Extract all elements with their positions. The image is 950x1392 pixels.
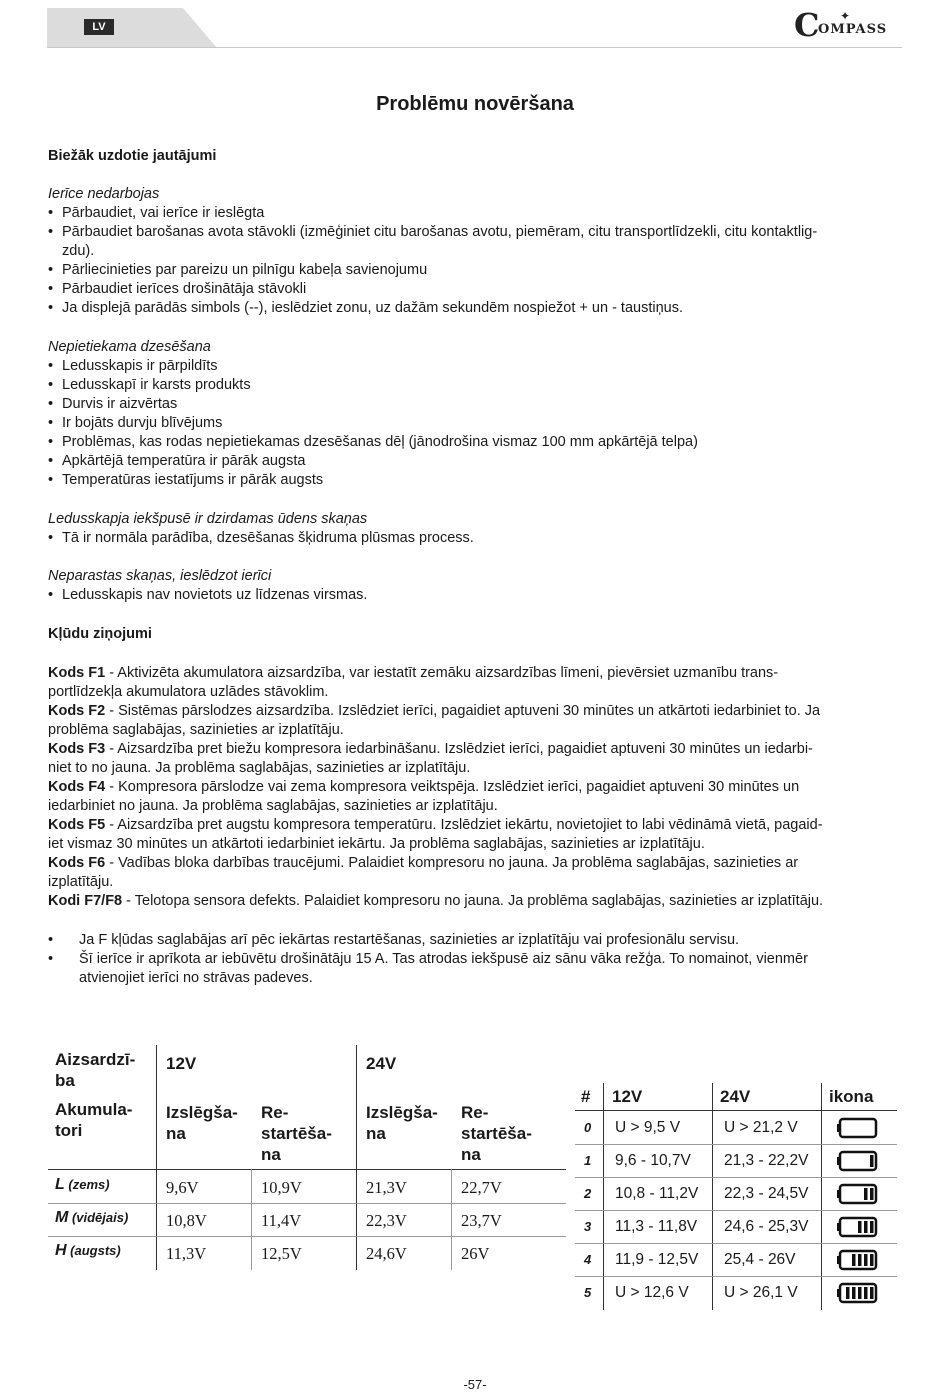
table-cell: U > 9,5 V	[615, 1119, 681, 1136]
error-f5: Kods F5 - Aizsardzība pret augstu kompresora temperatūru. Izslēdziet iekārtu, novietojiet to labi vēdināmā vietā, pagaid-	[48, 817, 823, 833]
list-item: • Tā ir normāla parādība, dzesēšanas šķidruma plūsmas process.	[48, 530, 474, 546]
col-12v-off: Izslēgša- na	[166, 1103, 238, 1143]
table-cell: 22,3 - 24,5V	[724, 1185, 809, 1202]
battery-bar	[852, 1254, 856, 1266]
battery-icon	[837, 1282, 879, 1304]
note-item: • Šī ierīce ir aprīkota ar iebūvētu drošinātāju 15 A. Tas atrodas iekšpusē aiz sānu vāka režģa. To nomainot, vienmēr	[48, 951, 808, 967]
battery-body	[840, 1119, 876, 1137]
note-item-continued: atvienojiet ierīci no strāvas padeves.	[79, 970, 313, 986]
battery-icon	[837, 1117, 879, 1139]
protection-table	[48, 1045, 566, 1270]
battery-bar	[870, 1188, 874, 1200]
battery-terminal	[837, 1289, 840, 1297]
table-cell: 11,3 - 11,8V	[615, 1218, 698, 1235]
list-item: • Pārliecinieties par pareizu un pilnīgu kabeļa savienojumu	[48, 262, 428, 278]
list-item: • Durvis ir aizvērtas	[48, 396, 178, 412]
language-badge: LV	[84, 19, 114, 35]
battery-bar	[864, 1221, 868, 1233]
page-number: -57-	[463, 1377, 487, 1392]
battery-level-table	[575, 1083, 897, 1310]
header-band	[47, 8, 217, 48]
table-cell: 10,8 - 11,2V	[615, 1185, 699, 1202]
battery-bar	[858, 1221, 862, 1233]
table-cell: 24,6V	[366, 1244, 407, 1263]
level-number: 0	[584, 1120, 592, 1135]
table-cell: 11,4V	[261, 1211, 302, 1230]
faq-section-title: Nepietiekama dzesēšana	[48, 339, 211, 355]
level-number: 4	[584, 1252, 592, 1267]
list-item: • Pārbaudiet ierīces drošinātāja stāvokli	[48, 281, 307, 297]
level-number: 5	[584, 1285, 592, 1300]
error-f3: Kods F3 - Aizsardzība pret biežu kompresora iedarbināšanu. Izslēdziet ierīci, pagaidiet aptuveni 30 minūtes un iedarbi-	[48, 741, 813, 757]
page-title: Problēmu novēršana	[376, 93, 574, 115]
battery-bar	[852, 1287, 856, 1299]
error-f4-cont: iedarbiniet no jauna. Ja problēma saglabājas, sazinieties ar izplatītāju.	[48, 798, 498, 814]
faq-section-title: Ledusskapja iekšpusē ir dzirdamas ūdens skaņas	[48, 511, 368, 527]
error-f4: Kods F4 - Kompresora pārslodze vai zema kompresora veiktspēja. Izslēdziet ierīci, pagaidiet aptuveni 30 minūtes un	[48, 779, 800, 795]
table-cell: 23,7V	[461, 1211, 502, 1230]
list-item: • Ja displejā parādās simbols (--), ieslēdziet zonu, uz dažām sekundēm nospiežot + un - taustiņus.	[48, 300, 683, 316]
battery-bar	[858, 1254, 862, 1266]
error-f1-cont: portlīdzekļa akumulatora uzlādes stāvoklim.	[48, 684, 329, 700]
row-label-h: H (augsts)	[55, 1242, 121, 1259]
battery-terminal	[837, 1157, 840, 1165]
table-cell: 22,3V	[366, 1211, 407, 1230]
logo-text: OMPASS	[818, 22, 888, 37]
table-cell: 25,4 - 26V	[724, 1251, 796, 1268]
error-f5-cont: iet vismaz 30 minūtes un atkārtoti iedarbiniet iekārtu. Ja problēma saglabājas, sazinieties ar izplatītāju.	[48, 836, 705, 852]
table-cell: 21,3 - 22,2V	[724, 1152, 809, 1169]
battery-terminal	[837, 1256, 840, 1264]
col-12v: 12V	[612, 1087, 643, 1106]
list-item: • Ledusskapī ir karsts produkts	[48, 377, 251, 393]
error-f3-cont: niet to no jauna. Ja problēma saglabājas, sazinieties ar izplatītāju.	[48, 760, 471, 776]
table-cell: 24,6 - 25,3V	[724, 1218, 809, 1235]
col-number: #	[581, 1087, 591, 1106]
table-cell: 11,3V	[166, 1244, 207, 1263]
list-item: • Pārbaudiet barošanas avota stāvokli (izmēģiniet citu barošanas avotu, piemēram, citu transportlīdzekli, citu kontaktlig-	[48, 224, 818, 240]
table-cell: U > 12,6 V	[615, 1284, 689, 1301]
col-24v: 24V	[366, 1054, 397, 1073]
battery-terminal	[837, 1124, 840, 1132]
battery-icon	[837, 1150, 879, 1172]
battery-bar	[864, 1287, 868, 1299]
table-cell: 9,6V	[166, 1178, 199, 1197]
error-f1: Kods F1 - Aktivizēta akumulatora aizsardzība, var iestatīt zemāku aizsardzības līmeni, pievērsiet uzmanību trans-	[48, 665, 779, 681]
list-item: • Ledusskapis ir pārpildīts	[48, 358, 218, 374]
table-cell: 22,7V	[461, 1178, 502, 1197]
faq-section-title: Neparastas skaņas, ieslēdzot ierīci	[48, 568, 272, 584]
table-cell: 10,9V	[261, 1178, 302, 1197]
col-12v: 12V	[166, 1054, 197, 1073]
battery-terminal	[837, 1190, 840, 1198]
battery-bar	[870, 1287, 874, 1299]
errors-heading: Kļūdu ziņojumi	[48, 626, 152, 642]
error-f6-cont: izplatītāju.	[48, 874, 114, 890]
table-cell: 12,5V	[261, 1244, 302, 1263]
table-cell: U > 21,2 V	[724, 1119, 798, 1136]
list-item: • Pārbaudiet, vai ierīce ir ieslēgta	[48, 205, 265, 221]
battery-bar	[846, 1287, 850, 1299]
row-label-l: L (zems)	[55, 1176, 110, 1193]
error-f7-f8: Kodi F7/F8 - Telotopa sensora defekts. Palaidiet kompresoru no jauna. Ja problēma saglabājas, sazinieties ar izplatītāju.	[48, 893, 824, 909]
faq-section-title: Ierīce nedarbojas	[48, 186, 160, 202]
battery-bar	[864, 1188, 868, 1200]
table-cell: 21,3V	[366, 1178, 407, 1197]
list-item: • Apkārtējā temperatūra ir pārāk augsta	[48, 453, 306, 469]
table-cell: 26V	[461, 1244, 490, 1263]
note-item: • Ja F kļūdas saglabājas arī pēc iekārtas restartēšanas, sazinieties ar izplatītāju vai profesionālu servisu.	[48, 932, 740, 948]
col-24v: 24V	[720, 1087, 751, 1106]
list-item: • Temperatūras iestatījums ir pārāk augsts	[48, 472, 324, 488]
header-rule	[47, 47, 902, 48]
logo-initial: C	[794, 6, 820, 44]
list-item: • Ledusskapis nav novietots uz līdzenas virsmas.	[48, 587, 368, 603]
logo-star-icon: ✦	[840, 9, 851, 23]
level-number: 1	[584, 1153, 592, 1168]
col-12v-restart: Re- startēša- na	[261, 1103, 332, 1164]
battery-bar	[870, 1155, 874, 1167]
table-cell: U > 26,1 V	[724, 1284, 798, 1301]
list-item: • Problēmas, kas rodas nepietiekamas dzesēšanas dēļ (jānodrošina vismaz 100 mm apkārtējā telpa)	[48, 434, 698, 450]
error-f2-cont: problēma saglabājas, sazinieties ar izplatītāju.	[48, 722, 344, 738]
row-label-m: M (vidējais)	[55, 1209, 129, 1226]
battery-bar	[864, 1254, 868, 1266]
battery-icon	[837, 1183, 879, 1205]
level-number: 3	[584, 1219, 592, 1234]
protection-header: Aizsardzī- ba	[55, 1050, 136, 1090]
list-item: • Ir bojāts durvju blīvējums	[48, 415, 223, 431]
compass-logo	[794, 8, 904, 42]
list-item-continued: zdu).	[62, 243, 95, 259]
col-icon: ikona	[829, 1087, 874, 1106]
battery-terminal	[837, 1223, 840, 1231]
table-cell: 10,8V	[166, 1211, 207, 1230]
faq-heading: Biežāk uzdotie jautājumi	[48, 148, 217, 164]
battery-bar	[870, 1221, 874, 1233]
table-cell: 11,9 - 12,5V	[615, 1251, 699, 1268]
col-24v-restart: Re- startēša- na	[461, 1103, 532, 1164]
battery-header: Akumula- tori	[55, 1100, 133, 1140]
battery-icon	[837, 1249, 879, 1271]
error-f6: Kods F6 - Vadības bloka darbības traucējumi. Palaidiet kompresoru no jauna. Ja problēma saglabājas, sazinieties ar	[48, 855, 799, 871]
level-number: 2	[584, 1186, 592, 1201]
table-cell: 9,6 - 10,7V	[615, 1152, 691, 1169]
battery-bar	[858, 1287, 862, 1299]
col-24v-off: Izslēgša- na	[366, 1103, 438, 1143]
error-f2: Kods F2 - Sistēmas pārslodzes aizsardzība. Izslēdziet ierīci, pagaidiet aptuveni 30 minūtes un atkārtoti iedarbiniet to. Ja	[48, 703, 821, 719]
battery-bar	[870, 1254, 874, 1266]
battery-icon	[837, 1216, 879, 1238]
